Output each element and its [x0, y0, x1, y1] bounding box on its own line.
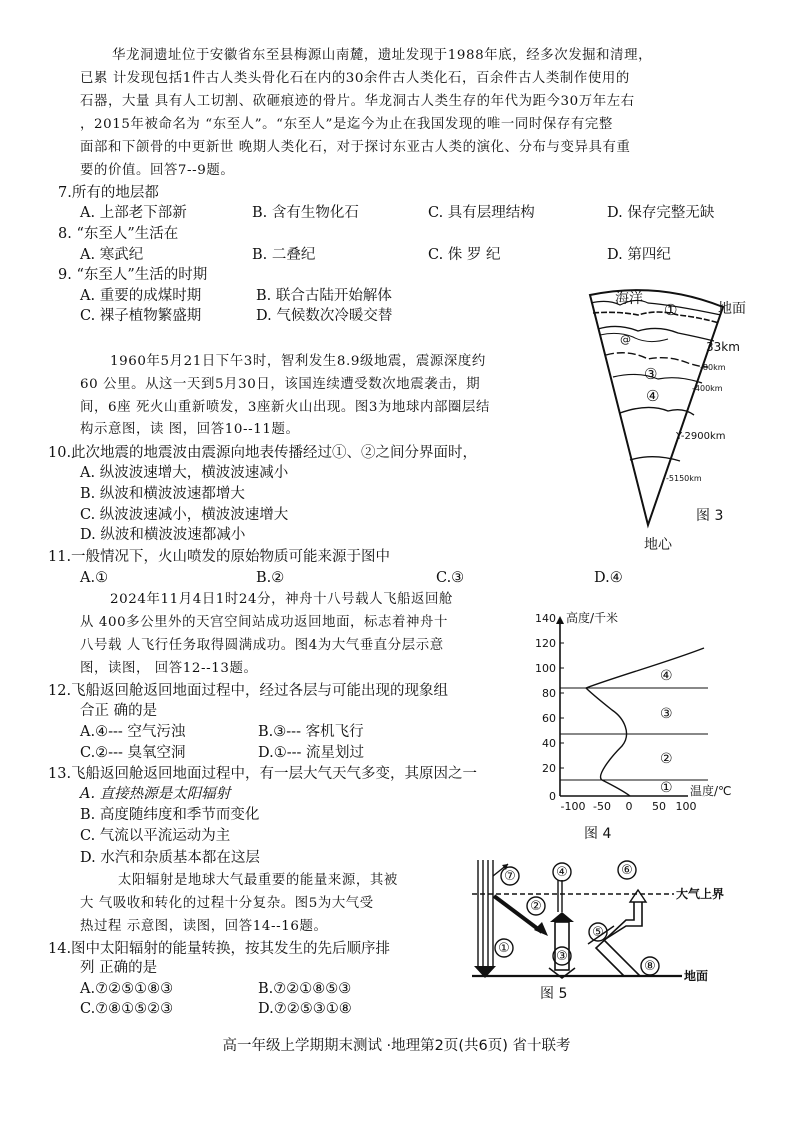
q12-option-a[interactable]: A.④--- 空气污浊	[80, 724, 186, 740]
fig4-ytick: 40	[542, 737, 556, 750]
fig3-layer-2: @	[620, 333, 631, 346]
question-11-stem: 11.一般情况下，火山喷发的原始物质可能来源于图中	[48, 549, 391, 565]
q14-option-c[interactable]: C.⑦⑧①⑤②③	[80, 1001, 174, 1017]
q11-option-b[interactable]: B.②	[256, 570, 285, 586]
fig3-depth-5150: -5150km	[666, 474, 702, 483]
fig4-xtick: 0	[625, 800, 633, 813]
passage2-line: 构示意图，读 图，回答10--11题。	[80, 422, 300, 437]
q7-option-d[interactable]: D. 保存完整无缺	[607, 205, 715, 221]
fig4-layer-2: ②	[660, 751, 673, 767]
passage4-line: 大 气吸收和转化的过程十分复杂。图5为大气受	[80, 896, 374, 911]
fig3-depth-80: -80km	[700, 363, 726, 372]
fig3-layer-1: ①	[664, 301, 678, 319]
q11-option-a[interactable]: A.①	[80, 570, 109, 586]
passage2-line: 60 公里。从这一天到5月30日，该国连续遭受数次地震袭击，期	[80, 377, 481, 392]
passage3-line: 图，读图， 回答12--13题。	[80, 661, 258, 676]
q11-option-d[interactable]: D.④	[594, 570, 623, 586]
fig3-center-label: 地心	[644, 537, 672, 553]
q13-option-d[interactable]: D. 水汽和杂质基本都在这层	[80, 850, 260, 866]
fig4-xtick: -100	[560, 800, 586, 813]
passage3-line: 从 400多公里外的天宫空间站成功返回地面，标志着神舟十	[80, 615, 448, 630]
page-footer: 高一年级上学期期末测试 ·地理第2页(共6页) 省十联考	[222, 1038, 571, 1054]
fig3-depth-2900: Y-2900km	[676, 431, 726, 442]
q11-option-c[interactable]: C.③	[436, 570, 465, 586]
q13-option-c[interactable]: C. 气流以平流运动为主	[80, 828, 231, 844]
fig4-ytick: 100	[535, 662, 556, 675]
passage1-line: 华龙洞遗址位于安徽省东至县梅源山南麓，遗址发现于1988年底，经多次发掘和清理，	[112, 48, 653, 63]
passage2-line: 1960年5月21日下午3时，智利发生8.9级地震，震源深度约	[110, 354, 486, 369]
fig4-caption: 图 4	[584, 826, 612, 842]
passage1-line: ，2015年被命名为 “东至人”。“东至人”是迄今为止在我国发现的唯一同时保存有完整	[80, 117, 613, 132]
passage3-line: 八号载 人飞行任务取得圆满成功。图4为大气垂直分层示意	[80, 638, 444, 653]
passage1-line: 要的价值。回答7--9题。	[80, 163, 235, 178]
q10-option-c[interactable]: C. 纵波波速减小，横波波速增大	[80, 507, 289, 523]
fig4-layer-4: ④	[660, 668, 673, 684]
q9-option-d[interactable]: D. 气候数次冷暖交替	[256, 308, 393, 324]
fig3-caption: 图 3	[696, 508, 724, 524]
fig5-caption: 图 5	[540, 986, 568, 1002]
q14-option-d[interactable]: D.⑦②⑤③①⑧	[258, 1001, 352, 1017]
q10-option-a[interactable]: A. 纵波波速增大，横波波速减小	[80, 465, 289, 481]
q8-option-c[interactable]: C. 侏 罗 纪	[428, 247, 501, 263]
question-12-stem: 12.飞船返回舱返回地面过程中，经过各层与可能出现的现象组	[48, 683, 449, 699]
fig5-label-4: ④	[556, 865, 568, 880]
question-13-stem: 13.飞船返回舱返回地面过程中，有一层大气天气多变，其原因之一	[48, 766, 478, 782]
passage3-line: 2024年11月4日1时24分，神舟十八号载人飞船返回舱	[110, 592, 454, 607]
passage2-line: 间，6座 死火山重新喷发，3座新火山出现。图3为地球内部圈层结	[80, 400, 490, 415]
q12-option-d[interactable]: D.①--- 流星划过	[258, 745, 365, 761]
q12-option-c[interactable]: C.②--- 臭氧空洞	[80, 745, 186, 761]
fig5-top-label: 大气上界	[676, 887, 725, 901]
question-14-stem: 14.图中太阳辐射的能量转换，按其发生的先后顺序排	[48, 941, 391, 957]
q10-option-d[interactable]: D. 纵波和横波波速都减小	[80, 527, 246, 543]
q9-option-b[interactable]: B. 联合古陆开始解体	[256, 288, 392, 304]
fig4-xtick: 100	[675, 800, 697, 813]
passage1-line: 已累 计发现包括1件古人类头骨化石在内的30余件古人类化石，百余件古人类制作使用的	[80, 71, 630, 86]
q8-option-b[interactable]: B. 二叠纪	[252, 247, 316, 263]
question-8-stem: 8. “东至人”生活在	[58, 226, 179, 242]
question-10-stem: 10.此次地震的地震波由震源向地表传播经过①、②之间分界面时，	[48, 445, 478, 461]
fig5-label-1: ①	[498, 941, 510, 956]
figure-3-earth-interior	[578, 285, 768, 560]
q9-option-c[interactable]: C. 裸子植物繁盛期	[80, 308, 202, 324]
fig4-xlabel: 温度/℃	[690, 784, 732, 798]
figure-5-atmosphere-heating	[464, 856, 744, 1006]
passage4-line: 太阳辐射是地球大气最重要的能量来源，其被	[118, 873, 398, 888]
fig5-label-2: ②	[530, 899, 542, 914]
figure-4-atmosphere-layers	[518, 606, 758, 846]
q7-option-a[interactable]: A. 上部老下部新	[80, 205, 187, 221]
question-7-stem: 7.所有的地层都	[58, 185, 159, 201]
question-12-stem-cont: 合正 确的是	[80, 703, 158, 719]
fig4-ytick: 20	[542, 762, 556, 775]
q13-option-a[interactable]: A. 直接热源是太阳辐射	[80, 786, 231, 802]
q14-option-a[interactable]: A.⑦②⑤①⑧③	[80, 981, 174, 997]
passage4-line: 热过程 示意图，读图，回答14--16题。	[80, 919, 328, 934]
fig4-layer-1: ①	[660, 780, 673, 796]
fig5-label-6: ⑥	[621, 863, 633, 878]
q13-option-b[interactable]: B. 高度随纬度和季节而变化	[80, 807, 260, 823]
fig4-xtick: -50	[593, 800, 611, 813]
fig5-ground-label: 地面	[684, 969, 709, 983]
q12-option-b[interactable]: B.③--- 客机飞行	[258, 724, 364, 740]
passage1-line: 面部和下颌骨的中更新世 晚期人类化石，对于探讨东亚古人类的演化、分布与变异具有重	[80, 140, 631, 155]
fig3-layer-3: ③	[644, 365, 658, 383]
fig5-label-8: ⑧	[644, 959, 656, 974]
fig3-ocean-label: 海洋	[615, 291, 643, 307]
fig3-depth-33: 33km	[706, 340, 740, 354]
fig4-xtick: 50	[652, 800, 666, 813]
q9-option-a[interactable]: A. 重要的成煤时期	[80, 288, 202, 304]
fig3-depth-400: -400km	[692, 384, 723, 393]
fig4-ytick: 0	[549, 790, 556, 803]
fig5-label-7: ⑦	[504, 869, 516, 884]
fig5-label-3: ③	[556, 949, 568, 964]
q8-option-a[interactable]: A. 寒武纪	[80, 247, 144, 263]
fig4-layer-3: ③	[660, 706, 673, 722]
fig3-layer-4: ④	[646, 387, 660, 405]
q8-option-d[interactable]: D. 第四纪	[607, 247, 671, 263]
fig4-ytick: 120	[535, 637, 556, 650]
fig5-label-5: ⑤	[592, 925, 604, 940]
fig3-ground-label: 地面	[718, 301, 746, 317]
passage1-line: 石器，大量 具有人工切割、砍砸痕迹的骨片。华龙洞古人类生存的年代为距今30万年左右	[80, 94, 635, 109]
q7-option-c[interactable]: C. 具有层理结构	[428, 205, 535, 221]
q10-option-b[interactable]: B. 纵波和横波波速都增大	[80, 486, 245, 502]
fig4-ytick: 140	[535, 612, 556, 625]
question-14-stem-cont: 列 正确的是	[80, 960, 158, 976]
question-9-stem: 9. “东至人”生活的时期	[58, 267, 208, 283]
q7-option-b[interactable]: B. 含有生物化石	[252, 205, 359, 221]
fig4-ytick: 60	[542, 712, 556, 725]
q14-option-b[interactable]: B.⑦②①⑧⑤③	[258, 981, 352, 997]
fig4-ytick: 80	[542, 687, 556, 700]
fig4-ylabel: 高度/千米	[566, 611, 619, 625]
